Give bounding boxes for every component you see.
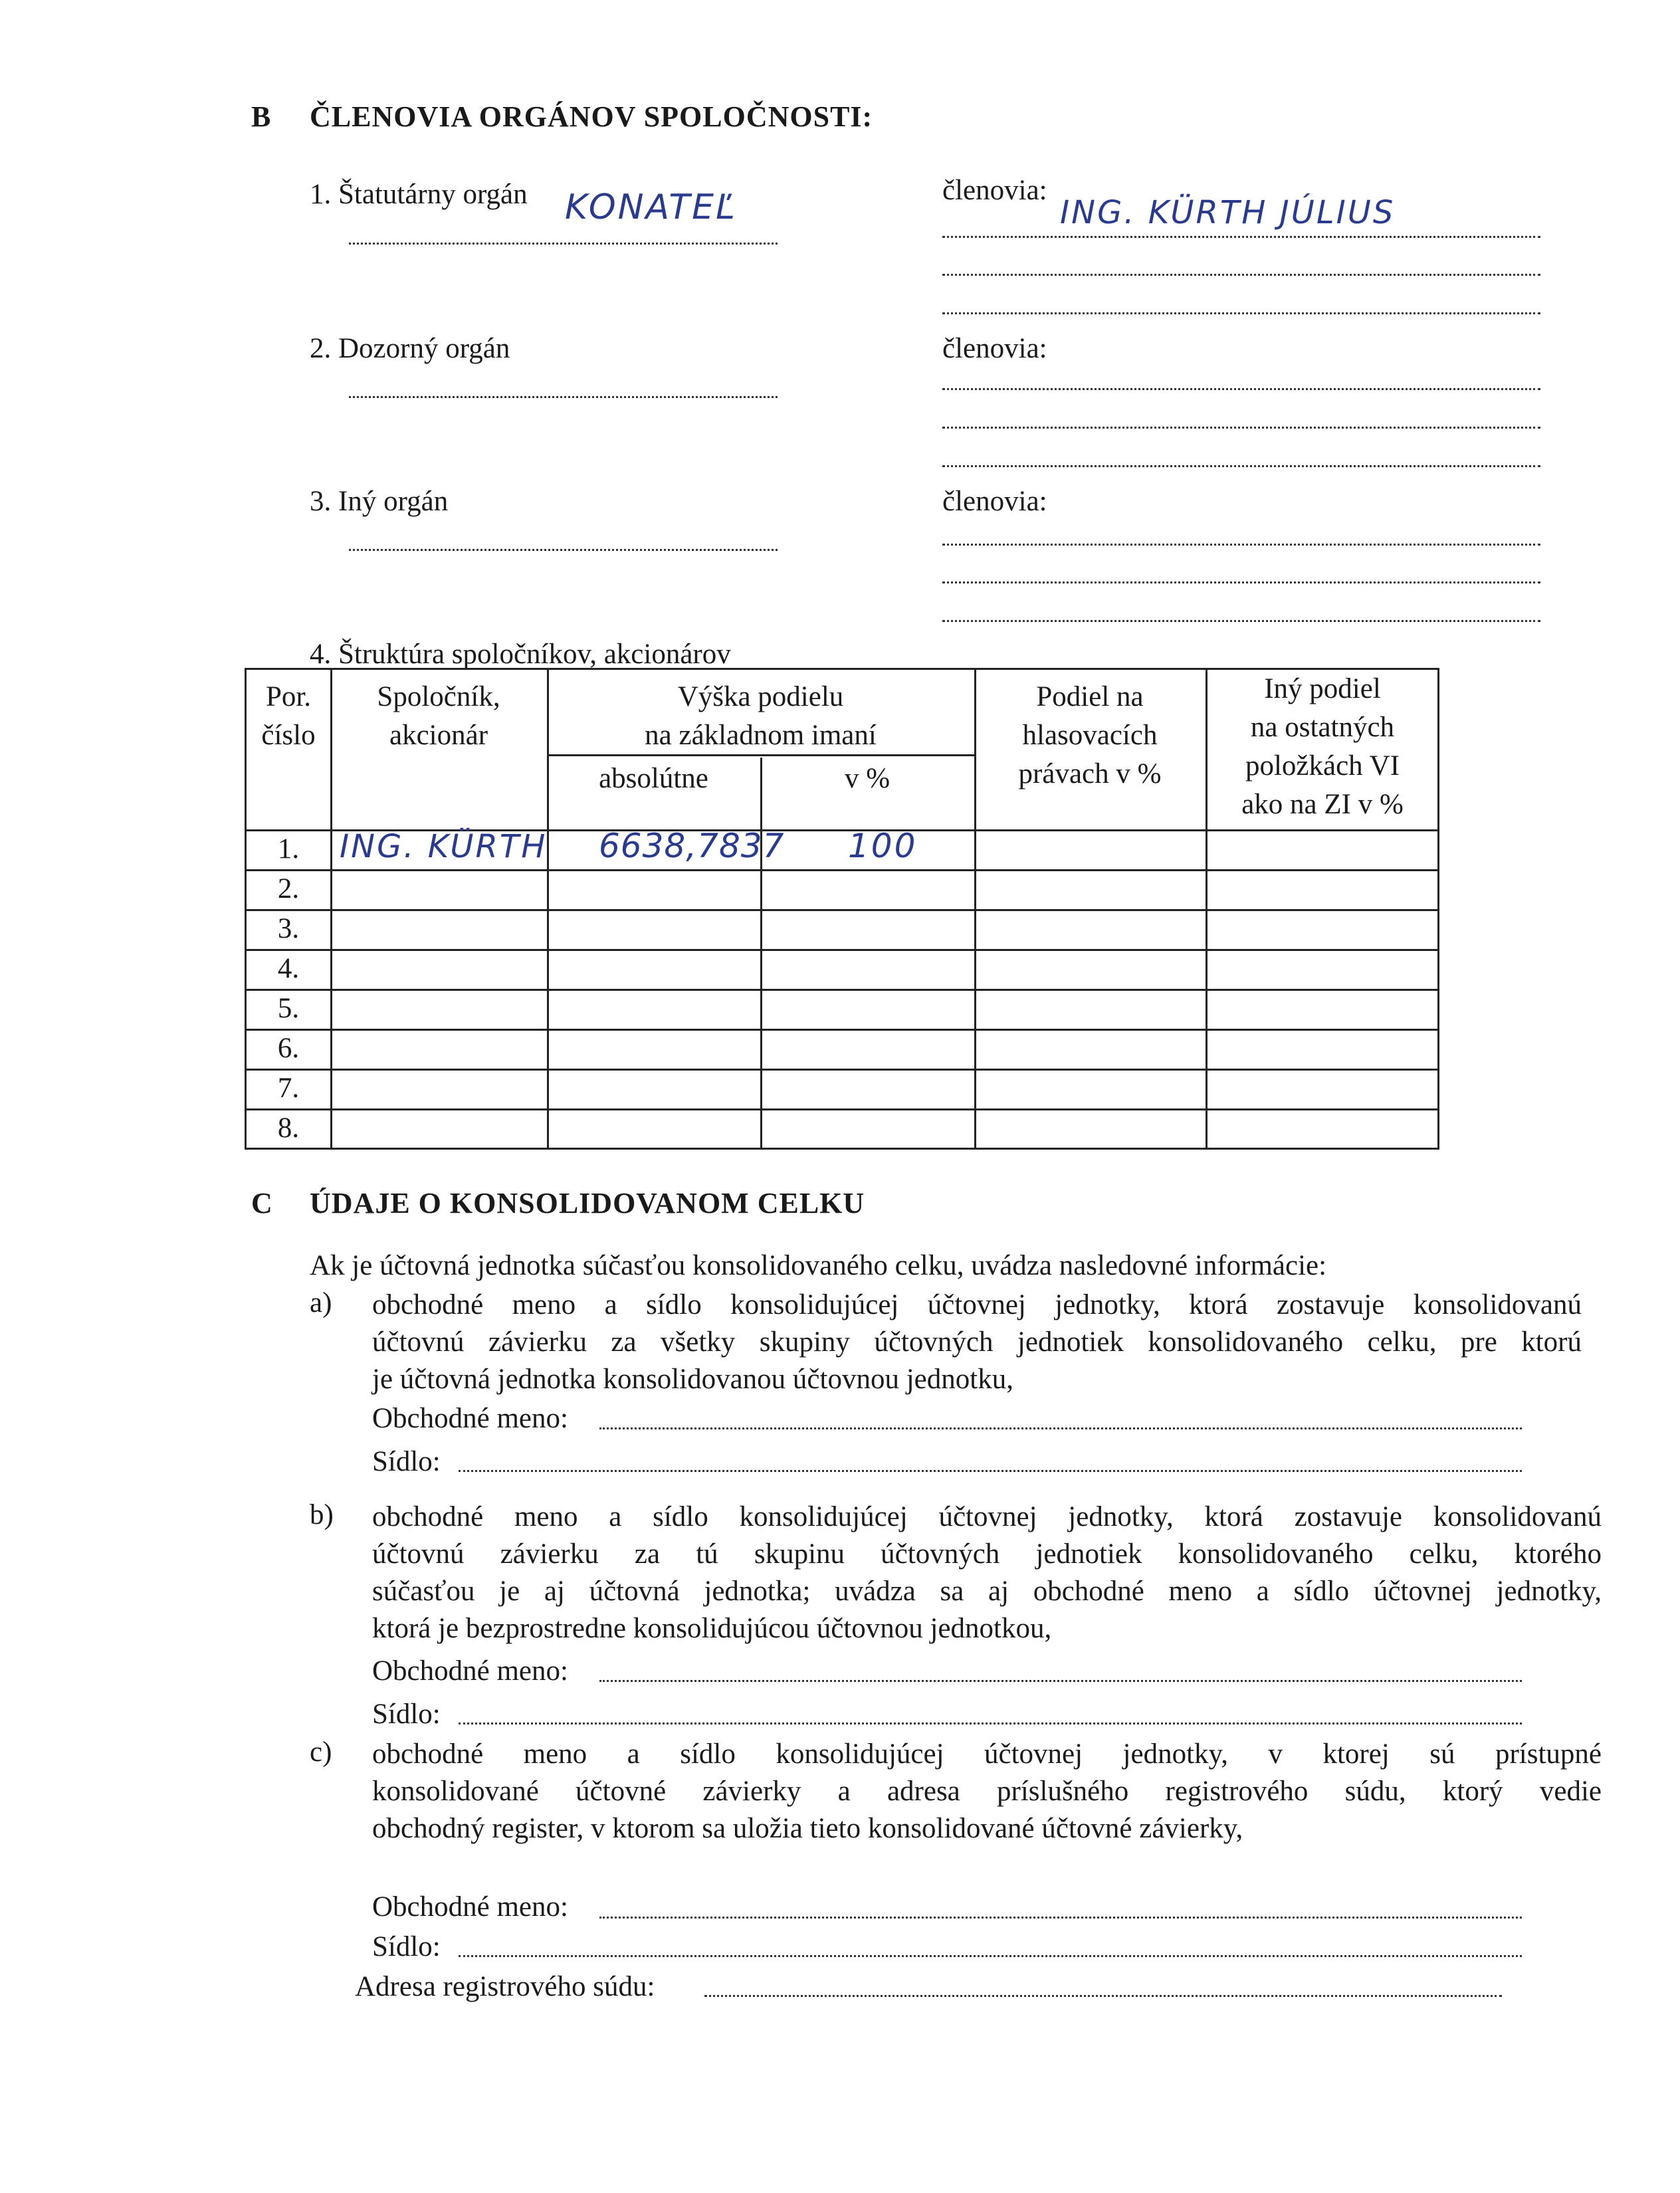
row1-spolocnik-handwritten: ING. KÜRTH — [340, 828, 548, 865]
item-a-sidlo-label: Sídlo: — [372, 1446, 441, 1477]
header-iny-podiel: Iný podiel na ostatných položkách VI ako na ZI v % — [1241, 673, 1404, 820]
header-podiel-hlasovacich: Podiel na hlasovacích právach v % — [1018, 681, 1162, 789]
header-absolutne: absolútne — [599, 763, 708, 794]
item-c-adresa-label: Adresa registrového súdu: — [355, 1971, 655, 2002]
item-c-sidlo-field[interactable] — [459, 1955, 1522, 1957]
header-vyska-podielu: Výška podielu na základnom imaní — [645, 681, 877, 751]
row-number: 5. — [277, 993, 300, 1024]
header-por-cislo: Por. číslo — [261, 681, 316, 751]
item-c-obchodne-meno-label: Obchodné meno: — [372, 1891, 568, 1923]
section-c-intro: Ak je účtovná jednotka súčasťou konsolidovaného celku, uvádza nasledovné informácie: — [310, 1250, 1327, 1281]
item-a-sidlo-field[interactable] — [459, 1470, 1522, 1472]
row-number: 4. — [277, 953, 300, 984]
struktura-label: 4. Štruktúra spoločníkov, akcionárov — [310, 639, 731, 670]
item-b-sidlo-label: Sídlo: — [372, 1699, 441, 1730]
item-a-text: obchodné meno a sídlo konsolidujúcej účtovnej jednotky, ktorá zostavuje konsolidovanú účtovnú závierku za všetky skupiny účtovných jednotiek konsolidovaného celku, pre ktorú je účtovná jednotka konsolidovanou účtovnou jednotku, — [372, 1289, 1582, 1395]
clenovia-3-field-3[interactable] — [942, 620, 1540, 622]
header-v-percent: v % — [844, 763, 891, 794]
dozorny-organ-field[interactable] — [349, 396, 778, 398]
item-a-obchodne-meno-field[interactable] — [599, 1427, 1522, 1429]
clenovia-3-field-2[interactable] — [942, 581, 1540, 583]
row-number: 2. — [277, 873, 300, 904]
clenovia-1-field-2[interactable] — [942, 274, 1540, 276]
struktura-table — [245, 668, 1439, 1150]
statutarny-organ-field[interactable] — [349, 243, 778, 245]
section-c-letter: C — [251, 1187, 273, 1219]
item-a-obchodne-meno-label: Obchodné meno: — [372, 1403, 568, 1434]
clenovia-2-field-1[interactable] — [942, 388, 1540, 390]
item-b-sidlo-field[interactable] — [459, 1723, 1522, 1724]
clenovia-1-handwritten: ING. KÜRTH JÚLIUS — [1060, 194, 1396, 231]
section-b-heading: ČLENOVIA ORGÁNOV SPOLOČNOSTI: — [310, 100, 873, 133]
item-b-text: obchodné meno a sídlo konsolidujúcej účtovnej jednotky, ktorá zostavuje konsolidovanú účtovnú závierku za tú skupinu účtovných jednotiek konsolidovaného celku, ktorého súčasťou je aj účtovná jednotka; uvádza sa aj obchodné meno a sídlo účtovnej jednotky, ktorá je bezprostredne konsolidujúcou účtovnou jednotkou, — [372, 1501, 1602, 1644]
clenovia-label-1: členovia: — [942, 175, 1047, 206]
row-number: 8. — [277, 1112, 300, 1144]
item-b-obchodne-meno-field[interactable] — [599, 1680, 1522, 1682]
clenovia-label-2: členovia: — [942, 333, 1047, 364]
item-b-marker: b) — [310, 1499, 334, 1530]
item-c-obchodne-meno-field[interactable] — [599, 1917, 1522, 1919]
row1-percent-handwritten: 100 — [848, 827, 918, 865]
section-c-heading: ÚDAJE O KONSOLIDOVANOM CELKU — [310, 1187, 865, 1219]
row1-absolutne-handwritten: 6638,7837 — [599, 827, 785, 865]
section-b-letter: B — [251, 100, 272, 133]
item-a-marker: a) — [310, 1287, 332, 1318]
row-number: 6. — [277, 1033, 300, 1064]
clenovia-2-field-3[interactable] — [942, 465, 1540, 467]
dozorny-organ-label: 2. Dozorný orgán — [310, 333, 510, 364]
item-c-sidlo-label: Sídlo: — [372, 1931, 441, 1962]
clenovia-1-field-1[interactable] — [942, 236, 1540, 238]
iny-organ-field[interactable] — [349, 549, 778, 551]
row-number: 1. — [277, 833, 300, 865]
clenovia-label-3: členovia: — [942, 486, 1047, 517]
clenovia-2-field-2[interactable] — [942, 427, 1540, 429]
item-c-text: obchodné meno a sídlo konsolidujúcej účtovnej jednotky, v ktorej sú prístupné konsolidované účtovné závierky a adresa príslušného registrového súdu, ktorý vedie obchodný register, v ktorom sa uložia tieto konsolidované účtovné závierky, — [372, 1738, 1602, 1844]
iny-organ-label: 3. Iný orgán — [310, 486, 449, 517]
row-number: 3. — [277, 913, 300, 944]
header-spolocnik: Spoločník, akcionár — [377, 681, 500, 751]
clenovia-1-field-3[interactable] — [942, 312, 1540, 314]
item-c-marker: c) — [310, 1736, 332, 1768]
row-number: 7. — [277, 1073, 300, 1104]
item-c-adresa-field[interactable] — [704, 1995, 1502, 1997]
statutarny-organ-label: 1. Štatutárny orgán — [310, 179, 528, 210]
item-b-obchodne-meno-label: Obchodné meno: — [372, 1655, 568, 1687]
clenovia-3-field-1[interactable] — [942, 544, 1540, 546]
statutarny-organ-handwritten: KONATEĽ — [565, 187, 737, 227]
